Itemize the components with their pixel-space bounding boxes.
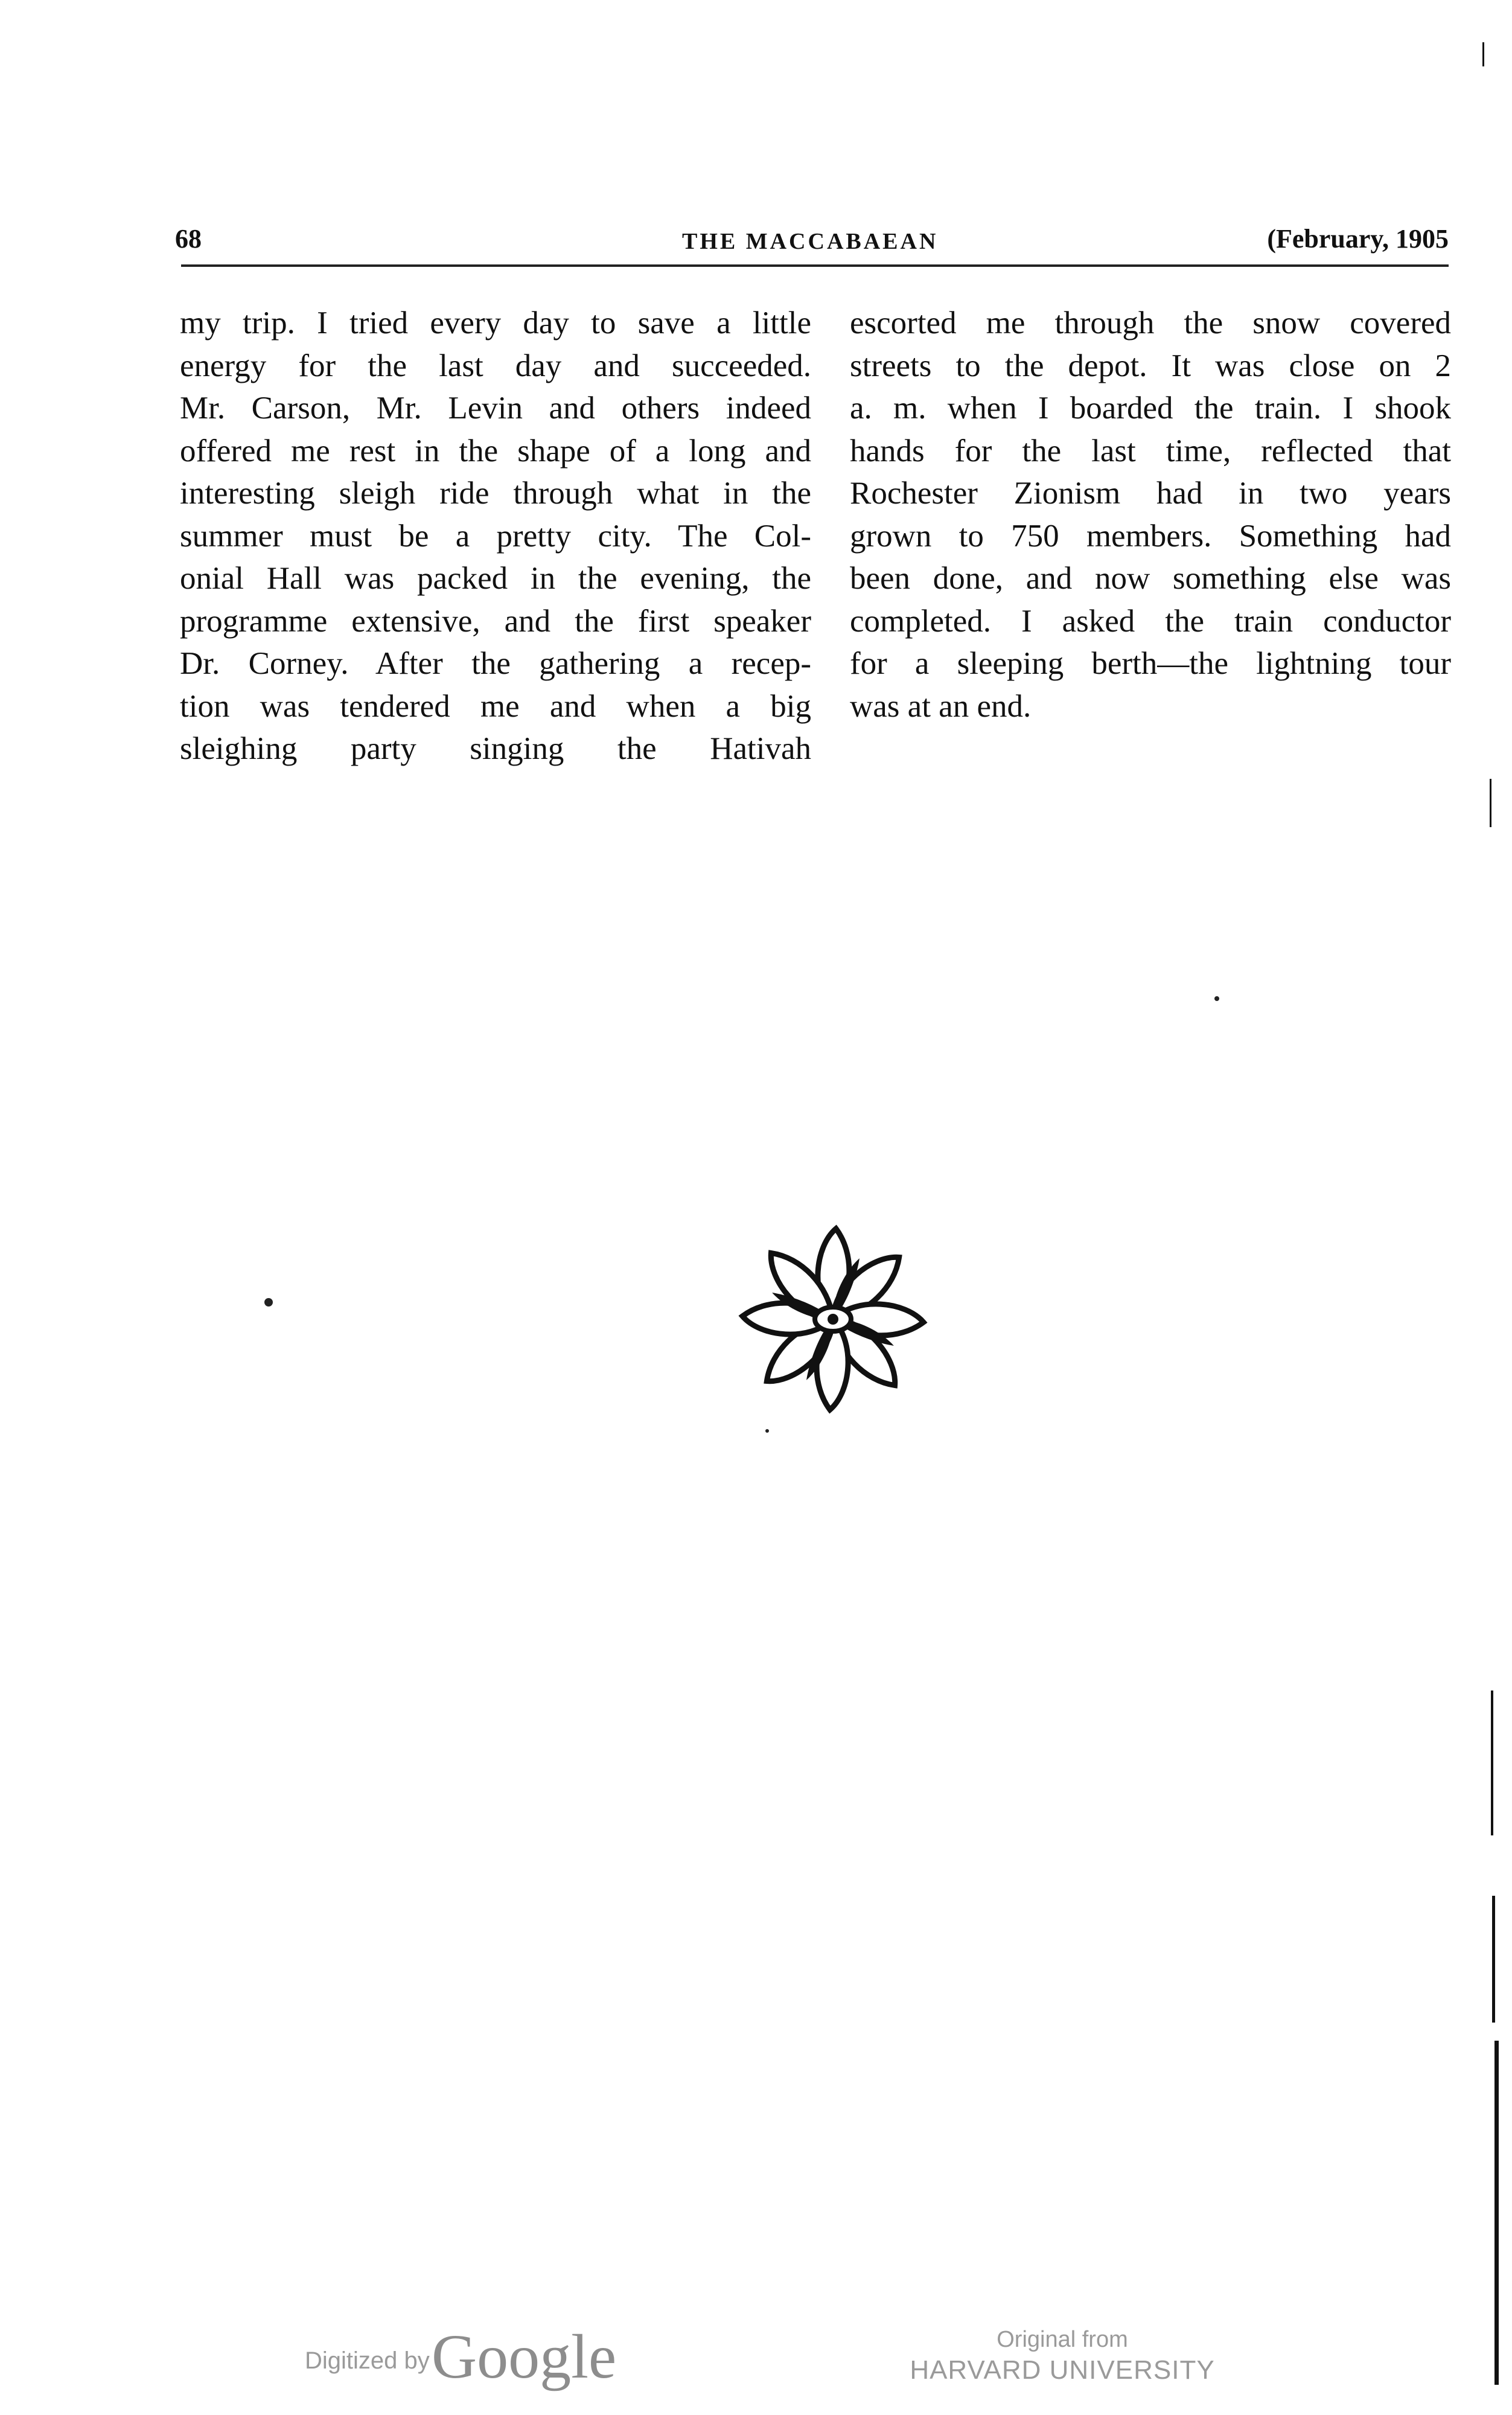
text-line: interesting sleigh ride through what in the xyxy=(180,476,811,511)
ink-speck xyxy=(765,1429,769,1433)
text-line: Dr. Corney. After the gathering a recep- xyxy=(180,646,811,681)
text-line: sleighing party singing the Hativah xyxy=(180,731,811,766)
text-line: Mr. Carson, Mr. Levin and others indeed xyxy=(180,391,811,426)
issue-date: (February, 1905 xyxy=(1267,224,1449,254)
page-number: 68 xyxy=(175,224,202,254)
scan-edge xyxy=(1492,1896,1495,2023)
text-line: programme extensive, and the first speaker xyxy=(180,603,811,639)
scan-edge xyxy=(1482,42,1484,66)
digitized-by-google xyxy=(305,2324,643,2397)
right-column xyxy=(850,302,1451,728)
text-line: onial Hall was packed in the evening, the xyxy=(180,561,811,596)
text-line: my trip. I tried every day to save a little xyxy=(180,305,811,341)
running-header xyxy=(175,219,1449,267)
ink-speck xyxy=(1214,996,1219,1001)
ink-speck xyxy=(264,1298,273,1307)
text-line: for a sleeping berth—the lightning tour xyxy=(850,646,1451,681)
text-line: Rochester Zionism had in two years xyxy=(850,476,1451,511)
text-line: completed. I asked the train conductor xyxy=(850,603,1451,639)
text-line: grown to 750 members. Something had xyxy=(850,518,1451,554)
text-line: was at an end. xyxy=(850,688,1032,724)
text-line: a. m. when I boarded the train. I shook xyxy=(850,391,1451,426)
journal-title: THE MACCABAEAN xyxy=(682,229,939,254)
scan-edge xyxy=(1494,2041,1499,2385)
text-line: tion was tendered me and when a big xyxy=(180,688,811,724)
text-line: been done, and now something else was xyxy=(850,561,1451,596)
original-from-label: Original from xyxy=(997,2327,1128,2352)
text-line: streets to the depot. It was close on 2 xyxy=(850,348,1451,383)
text-line: offered me rest in the shape of a long and xyxy=(180,433,811,469)
digitized-by-label: Digitized by xyxy=(305,2347,430,2374)
google-logo: Google xyxy=(432,2322,617,2391)
text-line: escorted me through the snow covered xyxy=(850,305,1451,341)
header-rule xyxy=(181,264,1449,267)
text-line: energy for the last day and succeeded. xyxy=(180,348,811,383)
scan-edge xyxy=(1491,1690,1493,1835)
scan-edge xyxy=(1490,779,1491,827)
left-column xyxy=(180,302,811,770)
original-from-harvard xyxy=(905,2326,1219,2398)
flower-ornament-icon xyxy=(733,1211,933,1428)
harvard-label: HARVARD UNIVERSITY xyxy=(910,2355,1215,2385)
text-line: hands for the last time, reflected that xyxy=(850,433,1451,469)
text-line: summer must be a pretty city. The Col- xyxy=(180,518,811,554)
